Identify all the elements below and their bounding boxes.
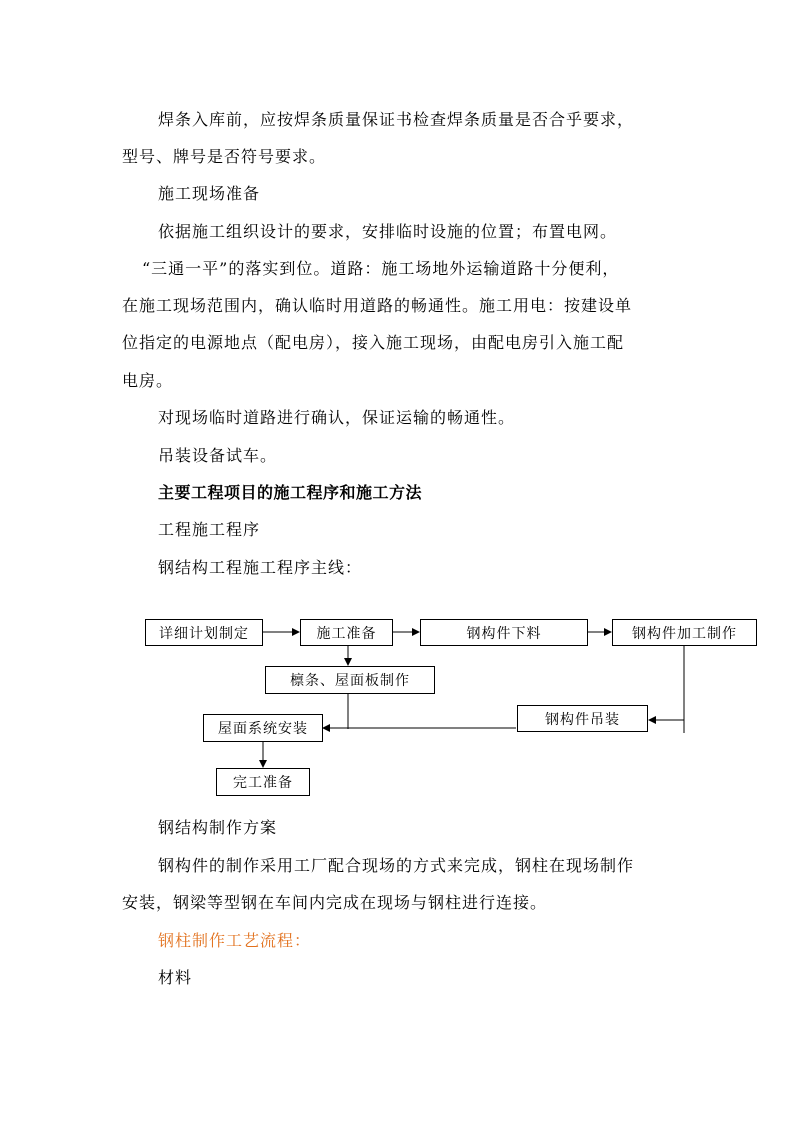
- paragraph-line: 吊装设备试车。: [158, 446, 278, 465]
- paragraph-line: 安装，钢梁等型钢在车间内完成在现场与钢柱进行连接。: [122, 893, 548, 912]
- flow-box-purlin: 檩条、屋面板制作: [265, 666, 435, 694]
- paragraph-line: 钢构件的制作采用工厂配合现场的方式来完成，钢柱在现场制作: [158, 856, 635, 875]
- paragraph-line: 焊条入库前，应按焊条质量保证书检查焊条质量是否合乎要求，: [158, 110, 635, 129]
- flow-box-plan: 详细计划制定: [145, 619, 263, 646]
- section-heading: 施工现场准备: [158, 184, 261, 203]
- flow-box-prep: 施工准备: [300, 619, 393, 646]
- paragraph-line: 对现场临时道路进行确认，保证运输的畅通性。: [158, 408, 516, 427]
- paragraph-line: “三通一平”的落实到位。道路：施工场地外运输道路十分便利，: [142, 259, 620, 278]
- subsection-heading: 工程施工程序: [158, 520, 261, 539]
- paragraph-line: 电房。: [122, 371, 174, 390]
- paragraph-line: 钢结构工程施工程序主线：: [158, 558, 363, 577]
- paragraph-line: 位指定的电源地点（配电房），接入施工现场，由配电房引入施工配: [122, 333, 625, 352]
- flow-box-fab: 钢构件加工制作: [612, 619, 757, 646]
- paragraph-line: 依据施工组织设计的要求，安排临时设施的位置；布置电网。: [158, 222, 618, 241]
- flow-box-roof: 屋面系统安装: [203, 714, 323, 742]
- subsection-heading: 钢结构制作方案: [158, 818, 278, 837]
- paragraph-line: 型号、牌号是否符号要求。: [122, 147, 327, 166]
- section-heading-bold: 主要工程项目的施工程序和施工方法: [158, 483, 423, 502]
- paragraph-line: 在施工现场范围内，确认临时用道路的畅通性。施工用电：按建设单: [122, 296, 633, 315]
- flow-box-finish: 完工准备: [216, 768, 310, 796]
- flow-box-cut: 钢构件下料: [420, 619, 588, 646]
- process-heading-orange: 钢柱制作工艺流程：: [158, 931, 312, 950]
- flow-box-lift: 钢构件吊装: [517, 705, 648, 732]
- paragraph-line: 材料: [158, 968, 193, 987]
